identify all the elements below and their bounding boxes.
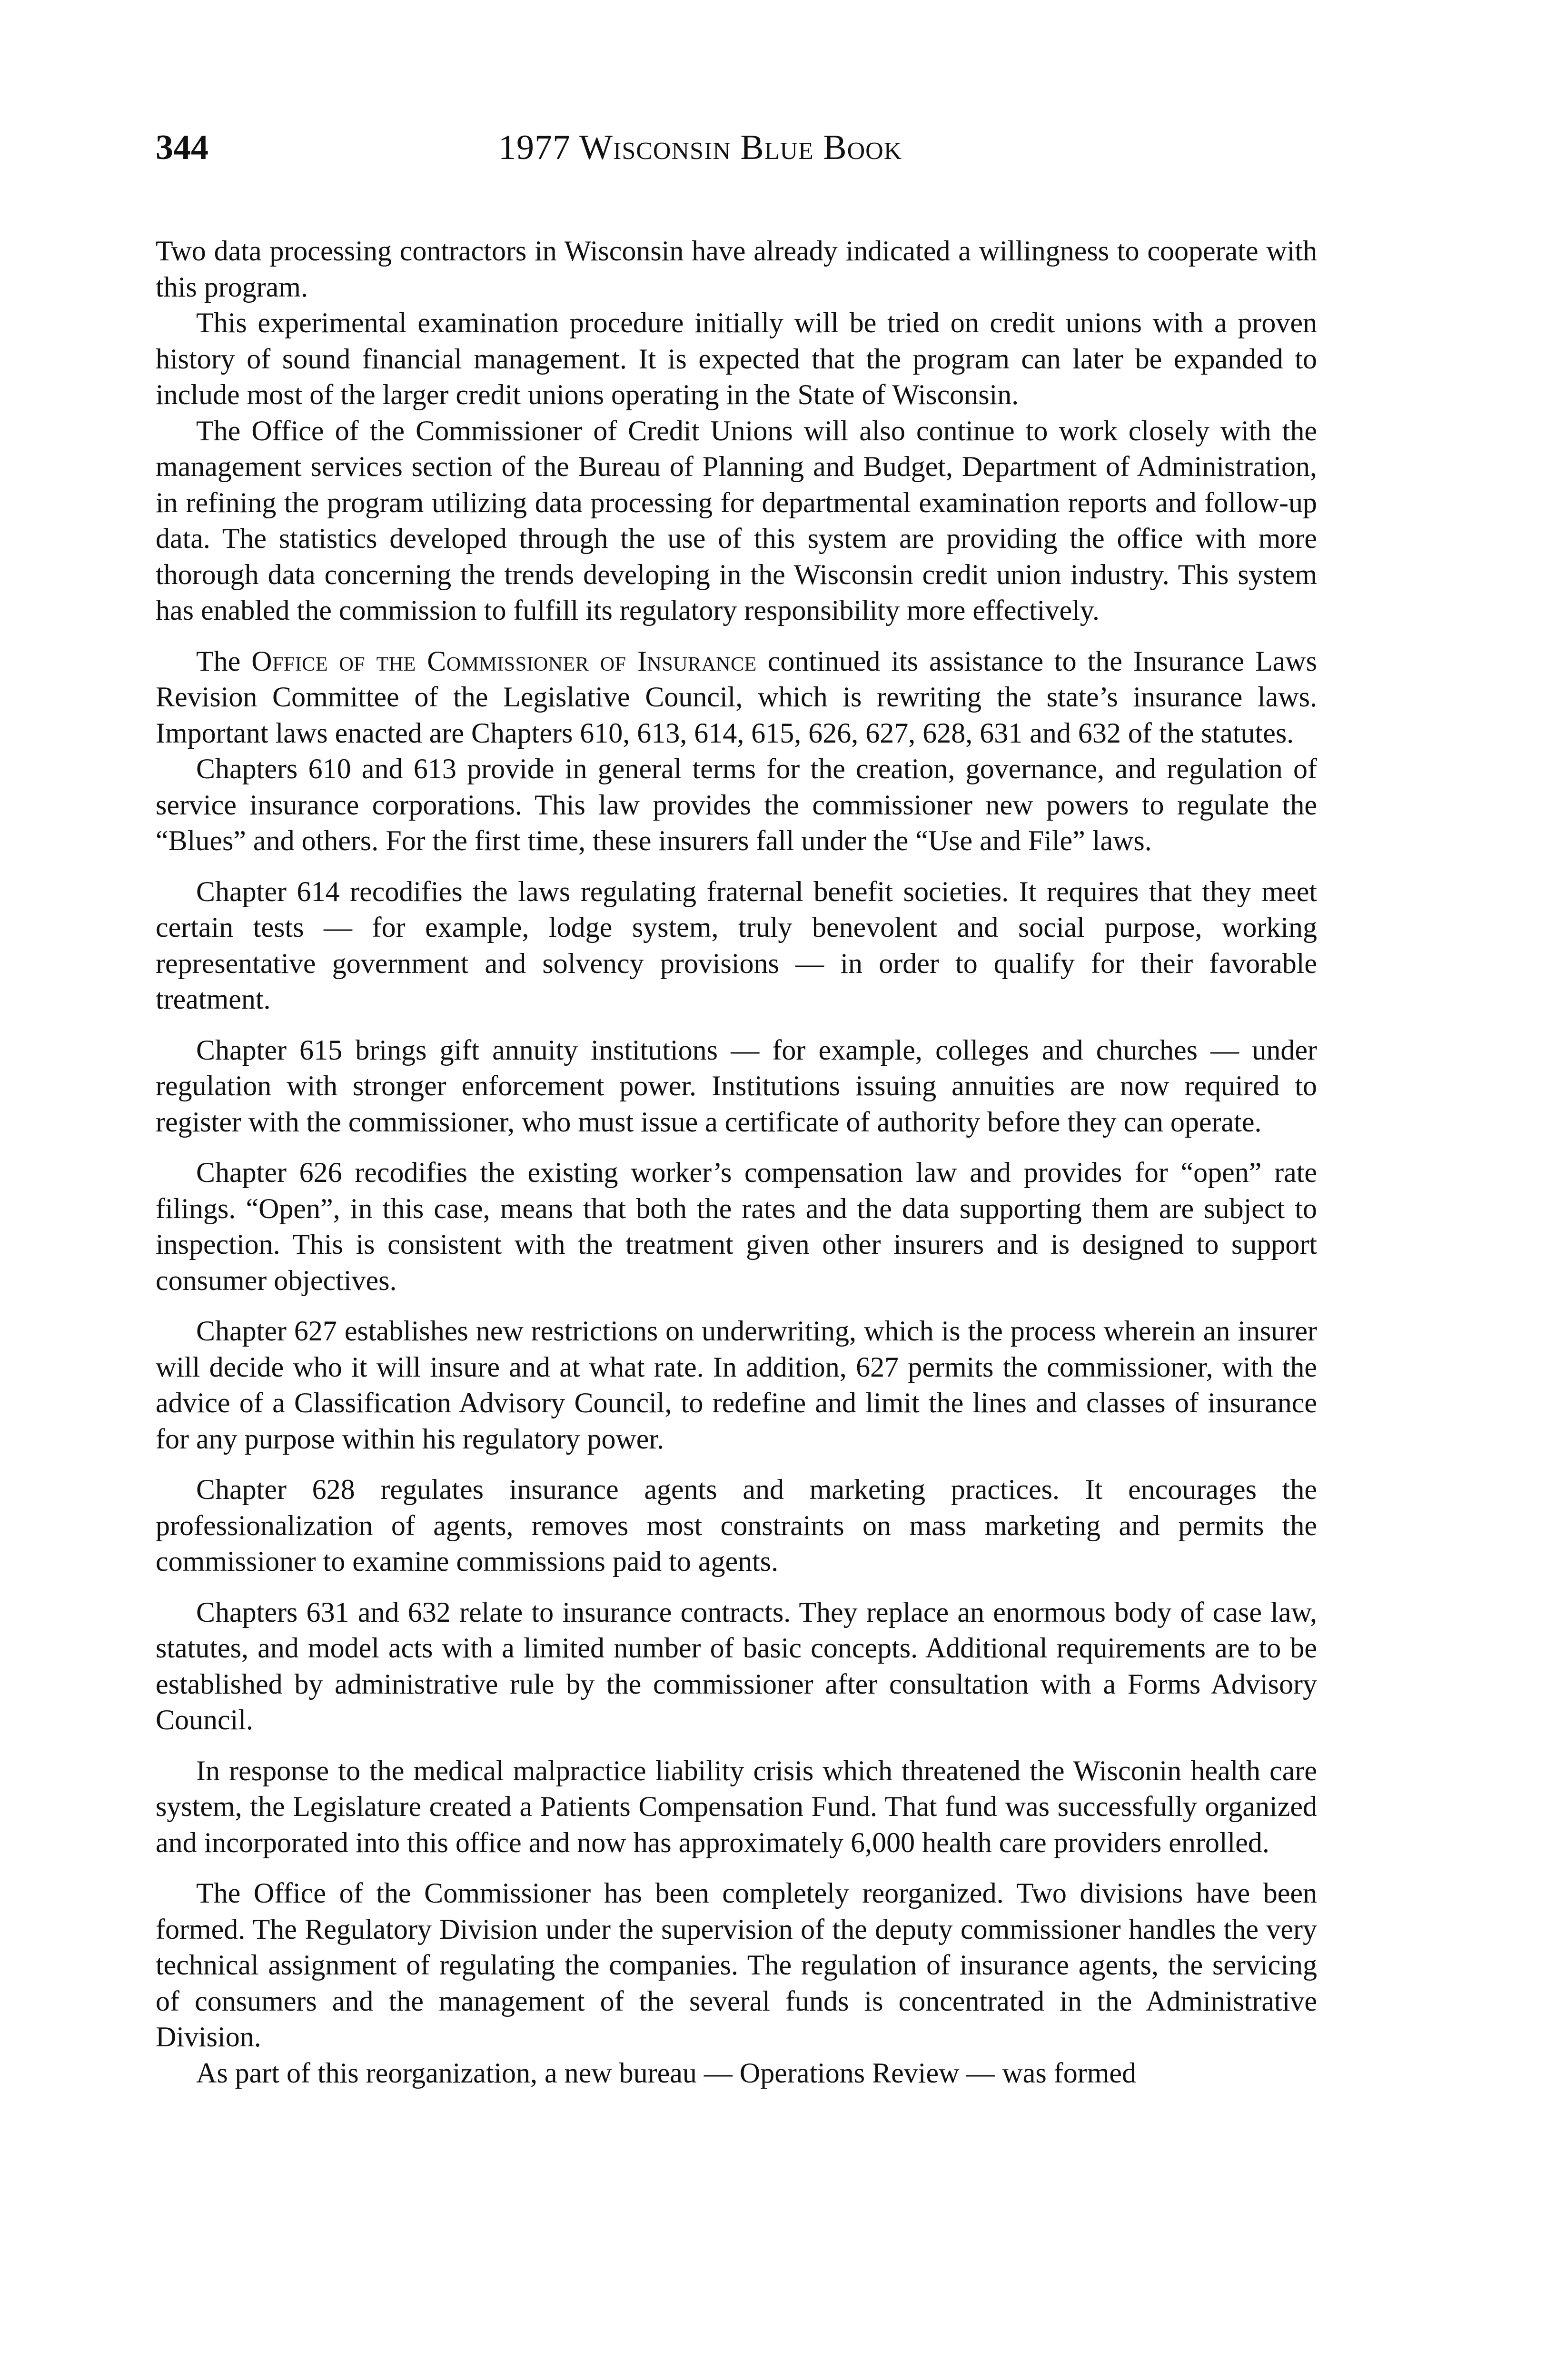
office-name-smallcaps: Office of the Commissioner of Insurance (251, 645, 757, 677)
paragraph-text: continued its assistance to the Insurance Laws Revision Committee of the Legislative Council, which is rewriting the state’s insurance laws. Important laws enacted are Chapters 610, 613, 614, 615, 626, 627, 628, 631 and 632 of the statutes. (156, 645, 1317, 749)
paragraph: Chapters 631 and 632 relate to insurance contracts. They replace an enormous body of case law, statutes, and model acts with a limited number of basic concepts. Additional requirements are to be established by administrative rule by the commissioner after consultation with a Forms Advisory Council. (156, 1596, 1317, 1735)
paragraph: Chapter 615 brings gift annuity institutions — for example, colleges and churches — under regulation with stronger enforcement power. Institutions issuing annuities are now required to register with the commissioner, who must issue a certificate of authority before they can operate. (156, 1034, 1317, 1138)
paragraph: Chapter 627 establishes new restrictions on underwriting, which is the process wherein an insurer will decide who it will insure and at what rate. In addition, 627 permits the commissioner, with the advice of a Classification Advisory Council, to redefine and limit the lines and classes of insurance for any purpose within his regulatory power. (156, 1315, 1317, 1455)
body-text (156, 233, 1317, 2091)
paragraph: Two data processing contractors in Wisconsin have already indicated a willingness to cooperate with this program. (156, 235, 1317, 303)
paragraph: In response to the medical malpractice liability crisis which threatened the Wisconin health care system, the Legislature created a Patients Compensation Fund. That fund was successfully organized and incorporated into this office and now has approximately 6,000 health care providers enrolled. (156, 1755, 1317, 1858)
page-number: 344 (156, 128, 208, 167)
paragraph-insurance-office (156, 644, 1317, 752)
paragraph-lead: The (196, 645, 252, 677)
paragraph: Chapters 610 and 613 provide in general terms for the creation, governance, and regulation of service insurance corporations. This law provides the commissioner new powers to regulate the “Blues” and others. For the first time, these insurers fall under the “Use and File” laws. (156, 753, 1317, 856)
paragraph: Chapter 626 recodifies the existing worker’s compensation law and provides for “open” rate filings. “Open”, in this case, means that both the rates and the data supporting them are subject to inspection. This is consistent with the treatment given other insurers and is designed to support consumer objectives. (156, 1157, 1317, 1296)
page-header (156, 121, 1317, 174)
paragraph: This experimental examination procedure initially will be tried on credit unions with a proven history of sound financial management. It is expected that the program can later be expanded to include most of the larger credit unions operating in the State of Wisconsin. (156, 307, 1317, 410)
paragraph: As part of this reorganization, a new bureau — Operations Review — was formed (196, 2057, 1136, 2089)
running-head: 1977 Wisconsin Blue Book (498, 128, 902, 167)
paragraph: Chapter 628 regulates insurance agents and marketing practices. It encourages the professionalization of agents, removes most constraints on mass marketing and permits the commissioner to examine commissions paid to agents. (156, 1474, 1317, 1577)
paragraph: Chapter 614 recodifies the laws regulating fraternal benefit societies. It requires that they meet certain tests — for example, lodge system, truly benevolent and social purpose, working representative government and solvency provisions — in order to qualify for their favorable treatment. (156, 875, 1317, 1015)
paragraph: The Office of the Commissioner has been completely reorganized. Two divisions have been formed. The Regulatory Division under the supervision of the deputy commissioner handles the very technical assignment of regulating the companies. The regulation of insurance agents, the servicing of consumers and the management of the several funds is concentrated in the Administrative Division. (156, 1877, 1317, 2053)
paragraph: The Office of the Commissioner of Credit Unions will also continue to work closely with the management services section of the Bureau of Planning and Budget, Department of Administration, in refining the program utilizing data processing for departmental examination reports and follow-up data. The statistics developed through the use of this system are providing the office with more thorough data concerning the trends developing in the Wisconsin credit union industry. This system has enabled the commission to fulfill its regulatory responsibility more effectively. (156, 415, 1317, 626)
